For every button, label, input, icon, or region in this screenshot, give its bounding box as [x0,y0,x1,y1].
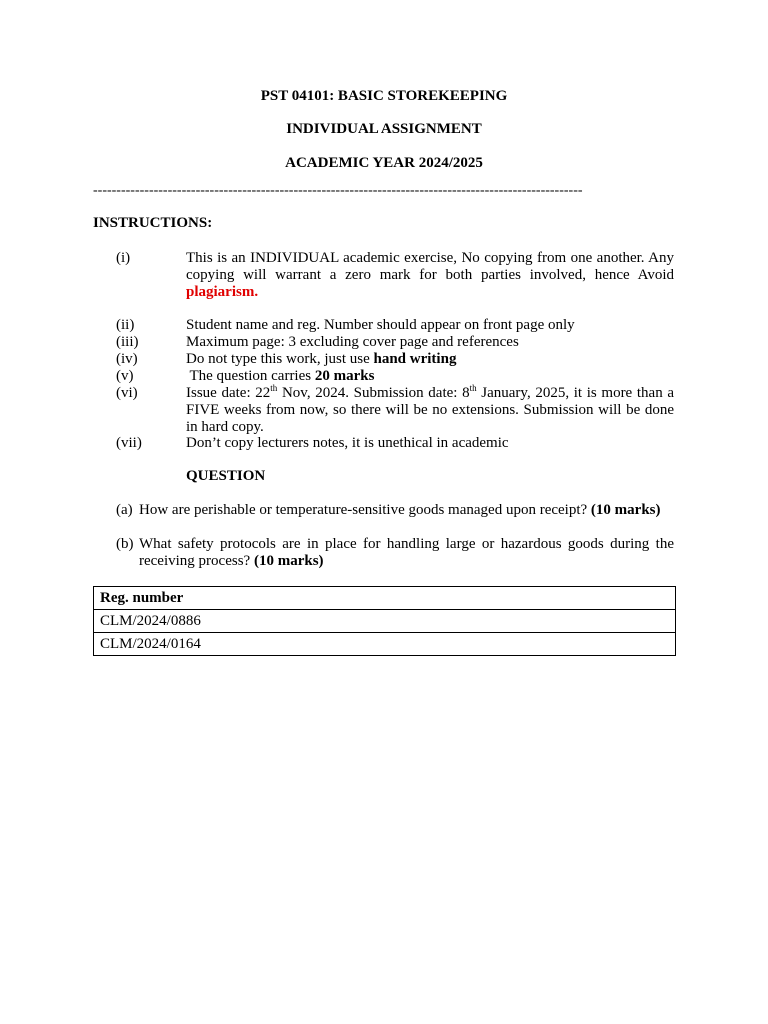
hand-writing-emphasis: hand writing [373,351,457,367]
instruction-body: Do not type this work, just use [186,351,374,367]
instruction-number: (ii) [116,317,135,333]
instruction-number: (iv) [116,351,138,367]
question-text [139,536,674,570]
academic-year: ACADEMIC YEAR 2024/2025 [285,155,483,171]
table-cell: CLM/2024/0164 [94,633,676,656]
instruction-number: (i) [116,250,131,266]
question-marks: (10 marks) [253,553,324,569]
table-header-row [94,587,676,610]
instruction-text [186,368,674,385]
instruction-text: Don’t copy lecturers notes, it is unethical in academic [186,435,509,451]
question-heading: QUESTION [186,468,266,484]
plagiarism-warning: plagiarism. [186,284,259,300]
reg-number-table [93,586,676,656]
instructions-heading: INSTRUCTIONS: [93,215,213,231]
assignment-title: INDIVIDUAL ASSIGNMENT [286,121,482,137]
issue-date-text: Issue date: 22 [186,385,271,401]
submission-date-text: Nov, 2024. Submission date: 8 [277,385,470,401]
instruction-body: This is an INDIVIDUAL academic exercise, No copying from one another. Any copying will warrant a zero mark for both parties involved, hence Avoid [186,250,674,283]
instruction-text [186,250,674,301]
instruction-body: The question carries [186,368,315,384]
instruction-text: Student name and reg. Number should appear on front page only [186,317,575,333]
instruction-text: Maximum page: 3 excluding cover page and references [186,334,519,350]
table-cell: CLM/2024/0886 [94,610,676,633]
question-text [139,502,674,519]
instruction-number: (vii) [116,435,142,451]
question-label: (a) [116,502,133,518]
instruction-number: (v) [116,368,134,384]
table-row [94,610,676,633]
ordinal-suffix: th [270,383,278,393]
question-label: (b) [116,536,134,552]
instruction-text [186,385,674,436]
instruction-text [186,351,674,368]
course-title: PST 04101: BASIC STOREKEEPING [260,88,508,104]
submission-details: January, 2025, it is more than a FIVE weeks from now, so there will be no extensions. Submission will be done in hard copy. [186,385,675,435]
instruction-number: (iii) [116,334,139,350]
ordinal-suffix: th [469,383,477,393]
question-marks: (10 marks) [590,502,661,518]
table-header-cell: Reg. number [94,587,676,610]
question-body: What safety protocols are in place for handling large or hazardous goods during the receiving process? [139,536,674,569]
table-row [94,633,676,656]
question-body: How are perishable or temperature-sensitive goods managed upon receipt? [139,502,591,518]
instruction-number: (vi) [116,385,138,401]
marks-emphasis: 20 marks [314,368,375,384]
dashed-divider: --------------------------------------------------------------------------------------------------------- [93,183,583,198]
